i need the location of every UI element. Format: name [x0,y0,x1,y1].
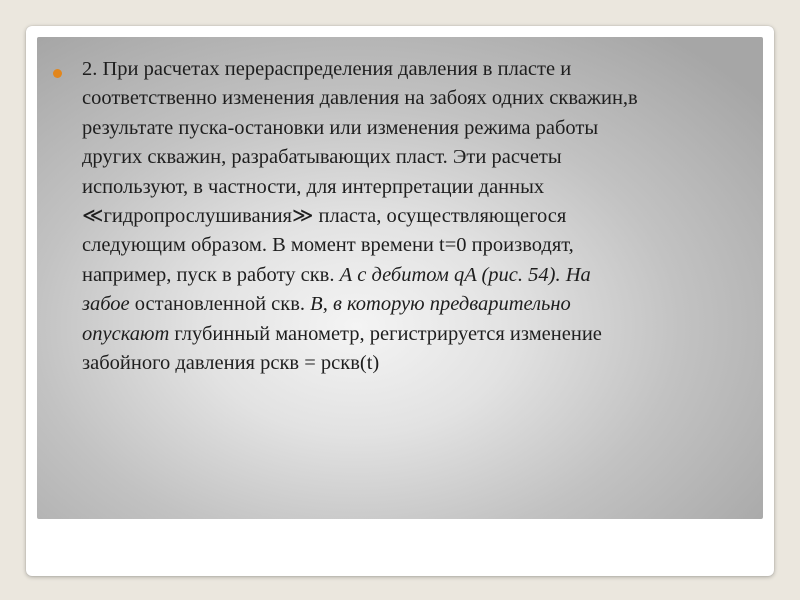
paragraph-line-8 [82,261,732,290]
circle-bullet-icon [53,69,62,78]
paragraph-line-9-italic-2: В, в которую предварительно [310,293,571,316]
paragraph-line-10-plain: глубинный манометр, регистрируется изменение [169,322,602,345]
paragraph-line-8-plain: например, пуск в работу скв. [82,263,340,286]
paragraph-line-9 [82,290,732,319]
bullet-paragraph [82,55,732,378]
paragraph-line-1: 2. При расчетах перераспределения давления в пласте и [82,58,572,80]
paragraph-line-2: соответственно изменения давления на забоях одних скважин,в [82,87,638,110]
paragraph-line-10 [82,320,732,349]
paragraph-line-9-plain: остановленной скв. [129,293,311,316]
paragraph-line-3: результате пуска-остановки или изменения режима работы [82,116,599,139]
paragraph-line-10-italic: опускают [82,322,170,345]
paragraph-line-8-italic: А с дебитом qA (рис. 54). На [339,263,591,286]
paragraph-line-5: используют, в частности, для интерпретации данных [82,175,545,198]
paragraph-line-7: следующим образом. В момент времени t=0 производят, [82,234,574,257]
paragraph-line-9-italic: забое [82,293,130,316]
paragraph-line-11: забойного давления рскв = рскв(t) [82,352,380,375]
paragraph-line-4: других скважин, разрабатывающих пласт. Эти расчеты [82,146,562,169]
paragraph-line-6: ≪гидропрослушивания≫ пласта, осуществляющегося [82,205,567,228]
